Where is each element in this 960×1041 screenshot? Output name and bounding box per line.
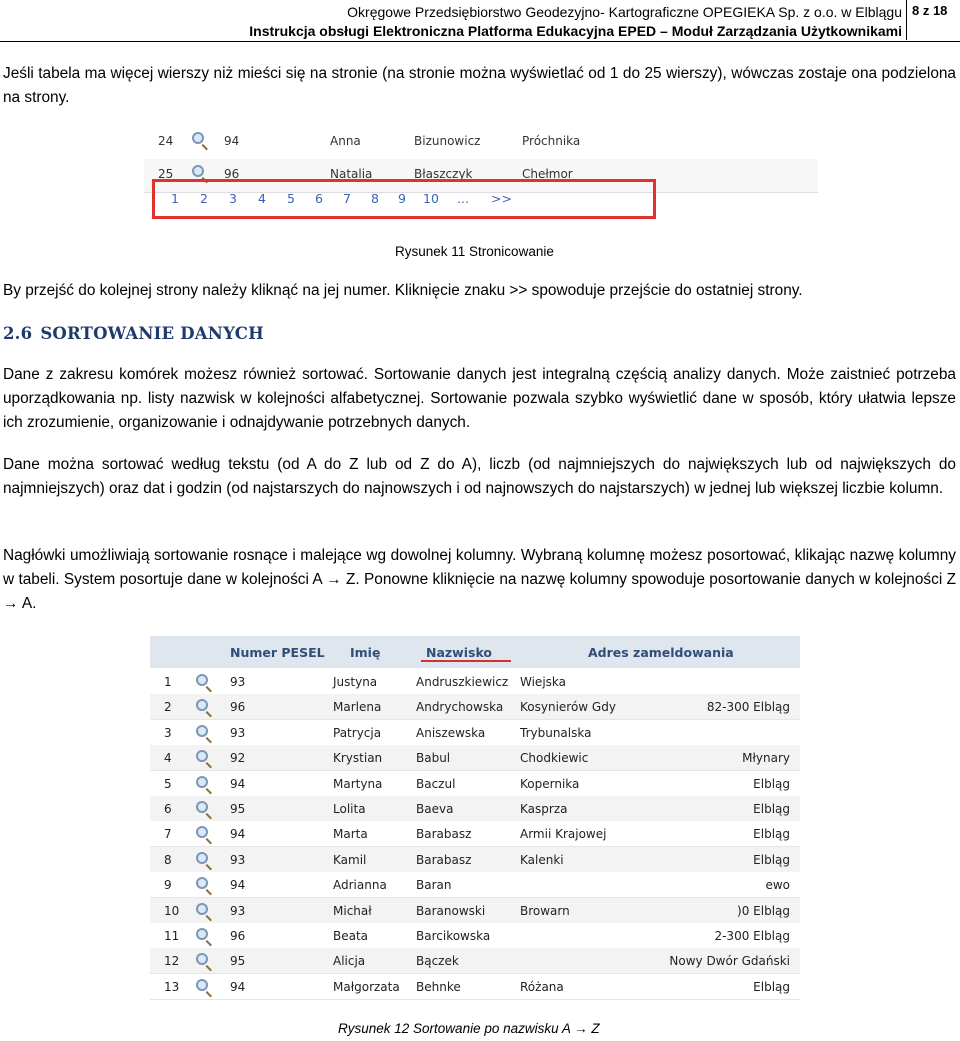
magnifier-icon[interactable] <box>196 877 208 889</box>
pesel-cell: 94 <box>224 134 240 148</box>
table-row <box>150 974 800 1000</box>
first-name-cell: Natalia <box>330 167 373 181</box>
table-row <box>150 796 800 822</box>
address-city-cell: Elbląg <box>753 852 790 867</box>
row-number: 9 <box>164 878 172 893</box>
address-cell: Kasprza <box>520 802 568 816</box>
first-name-cell: Patrycja <box>333 725 382 740</box>
magnifier-icon[interactable] <box>196 725 208 737</box>
pesel-cell: 96 <box>230 700 246 715</box>
magnifier-icon[interactable] <box>196 928 208 940</box>
first-name-cell: Beata <box>333 929 369 943</box>
row-number: 24 <box>158 134 174 148</box>
row-number: 12 <box>164 954 180 969</box>
page-link-last[interactable]: >> <box>491 191 512 206</box>
last-name-cell: Baranowski <box>416 903 486 918</box>
first-name-cell: Kamil <box>333 852 367 867</box>
page-link-1[interactable]: 1 <box>171 191 179 206</box>
table-row <box>150 720 800 746</box>
address-cell: Kalenki <box>520 852 564 867</box>
address-cell: Różana <box>520 979 564 994</box>
address-cell: Kopernika <box>520 776 580 791</box>
table-row <box>150 923 800 949</box>
table-row <box>150 948 800 974</box>
sorted-column-indicator <box>421 660 511 662</box>
magnifier-icon[interactable] <box>196 903 208 915</box>
page-link-8[interactable]: 8 <box>371 191 379 206</box>
section-number: 2.6 <box>3 324 33 343</box>
address-city-cell: Nowy Dwór Gdański <box>669 954 790 969</box>
magnifier-icon[interactable] <box>196 750 208 762</box>
row-number: 1 <box>164 675 172 689</box>
table-row <box>150 745 800 771</box>
magnifier-icon[interactable] <box>196 953 208 965</box>
address-city-cell: 82-300 Elbląg <box>706 700 790 715</box>
section-title: SORTOWANIE DANYCH <box>40 324 264 343</box>
row-number: 7 <box>164 827 172 842</box>
address-city-cell: Elbląg <box>753 776 790 791</box>
address-city-cell: Elbląg <box>753 979 790 994</box>
page-header <box>0 0 960 42</box>
address-cell: Armii Krajowej <box>520 827 607 842</box>
pesel-cell: 92 <box>230 751 246 766</box>
first-name-cell: Michał <box>333 903 372 918</box>
page-link-4[interactable]: 4 <box>258 191 266 206</box>
address-city-cell: )0 Elbląg <box>737 903 790 918</box>
address-cell: Chełmor <box>522 167 573 181</box>
table-row <box>150 694 800 720</box>
address-city-cell: Elbląg <box>753 827 790 842</box>
magnifier-icon[interactable] <box>196 674 208 686</box>
pesel-cell: 93 <box>230 725 246 740</box>
row-number: 13 <box>164 979 180 994</box>
address-cell: Chodkiewic <box>520 751 589 766</box>
row-number: 11 <box>164 929 180 943</box>
paragraph-pagination-intro: Jeśli tabela ma więcej wierszy niż mieści się na stronie (na stronie można wyświetlać od 1 do 25 wierszy), wówczas zostaje ona podzielona na strony. <box>3 65 956 106</box>
header-last-name[interactable]: Nazwisko <box>426 645 493 660</box>
last-name-cell: Barcikowska <box>416 929 491 943</box>
last-name-cell: Bizunowicz <box>414 134 481 148</box>
magnifier-icon[interactable] <box>192 132 204 144</box>
pesel-cell: 95 <box>230 954 246 969</box>
magnifier-icon[interactable] <box>196 801 208 813</box>
address-cell: Trybunalska <box>520 725 592 740</box>
last-name-cell: Babul <box>416 751 451 766</box>
pesel-cell: 94 <box>230 878 246 893</box>
last-name-cell: Barabasz <box>416 827 472 842</box>
pesel-cell: 94 <box>230 827 246 842</box>
first-name-cell: Marlena <box>333 700 382 715</box>
page-link-6[interactable]: 6 <box>315 191 323 206</box>
manual-title: Instrukcja obsługi Elektroniczna Platforma Edukacyjna EPED – Moduł Zarządzania Użytkownikami <box>249 23 902 39</box>
magnifier-icon[interactable] <box>196 699 208 711</box>
page-link-2[interactable]: 2 <box>200 191 208 206</box>
pesel-cell: 96 <box>224 167 240 181</box>
table-row <box>150 847 800 873</box>
row-number: 8 <box>164 852 172 867</box>
header-rule <box>0 41 960 42</box>
page-link-5[interactable]: 5 <box>287 191 295 206</box>
magnifier-icon[interactable] <box>196 852 208 864</box>
address-city-cell: Młynary <box>742 751 790 766</box>
row-number: 5 <box>164 776 172 791</box>
pesel-cell: 93 <box>230 675 246 689</box>
address-city-cell: 2-300 Elbląg <box>714 929 790 943</box>
first-name-cell: Alicja <box>333 954 366 969</box>
pesel-cell: 95 <box>230 802 246 816</box>
header-pesel[interactable]: Numer PESEL <box>230 645 325 660</box>
row-number: 10 <box>164 903 180 918</box>
first-name-cell: Marta <box>333 827 368 842</box>
table-row <box>150 771 800 797</box>
last-name-cell: Behnke <box>416 979 461 994</box>
first-name-cell: Lolita <box>333 802 366 816</box>
first-name-cell: Martyna <box>333 776 383 791</box>
figure-sorting-table <box>150 636 800 1000</box>
row-number: 2 <box>164 700 172 715</box>
first-name-cell: Anna <box>330 134 361 148</box>
table-row <box>150 821 800 847</box>
page-link-3[interactable]: 3 <box>229 191 237 206</box>
figure-12-caption: Rysunek 12 Sortowanie po nazwisku A → Z <box>338 1021 600 1036</box>
table-row <box>150 872 800 898</box>
address-city-cell: Elbląg <box>753 802 790 816</box>
page-link-9[interactable]: 9 <box>398 191 406 206</box>
figure-pagination <box>144 126 818 222</box>
magnifier-icon[interactable] <box>196 826 208 838</box>
pesel-cell: 93 <box>230 903 246 918</box>
pesel-cell: 96 <box>230 929 246 943</box>
header-first-name[interactable]: Imię <box>350 645 381 660</box>
magnifier-icon[interactable] <box>192 165 204 177</box>
paragraph-sorting-types: Dane można sortować według tekstu (od A do Z lub od Z do A), liczb (od najmniejszych do największych lub od największych do najmniejszych) oraz dat i godzin (od najstarszych do najnowszych i od najnowszych do najstarszych) w jednej lub większej liczbie kolumn. <box>3 456 956 497</box>
first-name-cell: Małgorzata <box>333 979 400 994</box>
pesel-cell: 93 <box>230 852 246 867</box>
first-name-cell: Adrianna <box>333 878 387 893</box>
last-name-cell: Aniszewska <box>416 725 486 740</box>
page-link-10[interactable]: 10 <box>423 191 439 206</box>
figure-11-caption: Rysunek 11 Stronicowanie <box>395 244 554 259</box>
address-cell: Wiejska <box>520 675 566 689</box>
magnifier-icon[interactable] <box>196 776 208 788</box>
address-cell: Kosynierów Gdy <box>520 700 616 715</box>
row-number: 25 <box>158 167 174 181</box>
last-name-cell: Barabasz <box>416 852 472 867</box>
pesel-cell: 94 <box>230 979 246 994</box>
company-name: Okręgowe Przedsiębiorstwo Geodezyjno- Kartograficzne OPEGIEKA Sp. z o.o. w Elblągu <box>347 4 902 20</box>
last-name-cell: Andrychowska <box>416 700 504 715</box>
row-number: 4 <box>164 751 172 766</box>
paragraph-sorting-headers: Nagłówki umożliwiają sortowanie rosnące i malejące wg dowolnej kolumny. Wybraną kolumnę możesz posortować, klikając nazwę kolumny w tabeli. System posortuje dane w kolejności A → Z. Ponowne kliknięcie na nazwę kolumny spowoduje posortowanie danych w kolejności Z → A. <box>3 547 956 612</box>
last-name-cell: Andruszkiewicz <box>416 675 509 689</box>
last-name-cell: Baczul <box>416 776 456 791</box>
address-cell: Próchnika <box>522 134 581 148</box>
table-row <box>150 669 800 695</box>
magnifier-icon[interactable] <box>196 979 208 991</box>
row-number: 6 <box>164 802 172 816</box>
section-heading <box>3 324 264 343</box>
address-city-cell: ewo <box>765 878 790 893</box>
page-number: 8 z 18 <box>912 3 948 18</box>
row-number: 3 <box>164 725 172 740</box>
header-address[interactable]: Adres zameldowania <box>588 645 734 660</box>
last-name-cell: Błaszczyk <box>414 167 473 181</box>
last-name-cell: Baeva <box>416 802 454 816</box>
table-row <box>150 898 800 924</box>
paragraph-sorting-intro: Dane z zakresu komórek możesz również sortować. Sortowanie danych jest integralną częścią analizy danych. Może zaistnieć potrzeba uporządkowania np. listy nazwisk w kolejności alfabetycznej. Sortowanie pozwala szybko wyświetlić dane w sposób, który ułatwia lepsze ich zrozumienie, organizowanie i odnajdywanie potrzebnych danych. <box>3 366 956 431</box>
header-divider <box>906 0 907 40</box>
table-row <box>144 126 818 160</box>
page-link-more[interactable]: ... <box>457 191 469 206</box>
first-name-cell: Justyna <box>333 675 378 689</box>
first-name-cell: Krystian <box>333 751 383 766</box>
header-text <box>249 3 902 41</box>
address-cell: Browarn <box>520 903 570 918</box>
last-name-cell: Bączek <box>416 954 459 969</box>
paragraph-pagination-help: By przejść do kolejnej strony należy kliknąć na jej numer. Kliknięcie znaku >> spowoduje przejście do ostatniej strony. <box>3 282 803 299</box>
table-header <box>150 636 800 668</box>
pagination-highlight <box>152 179 656 219</box>
pesel-cell: 94 <box>230 776 246 791</box>
page-link-7[interactable]: 7 <box>343 191 351 206</box>
last-name-cell: Baran <box>416 878 452 893</box>
